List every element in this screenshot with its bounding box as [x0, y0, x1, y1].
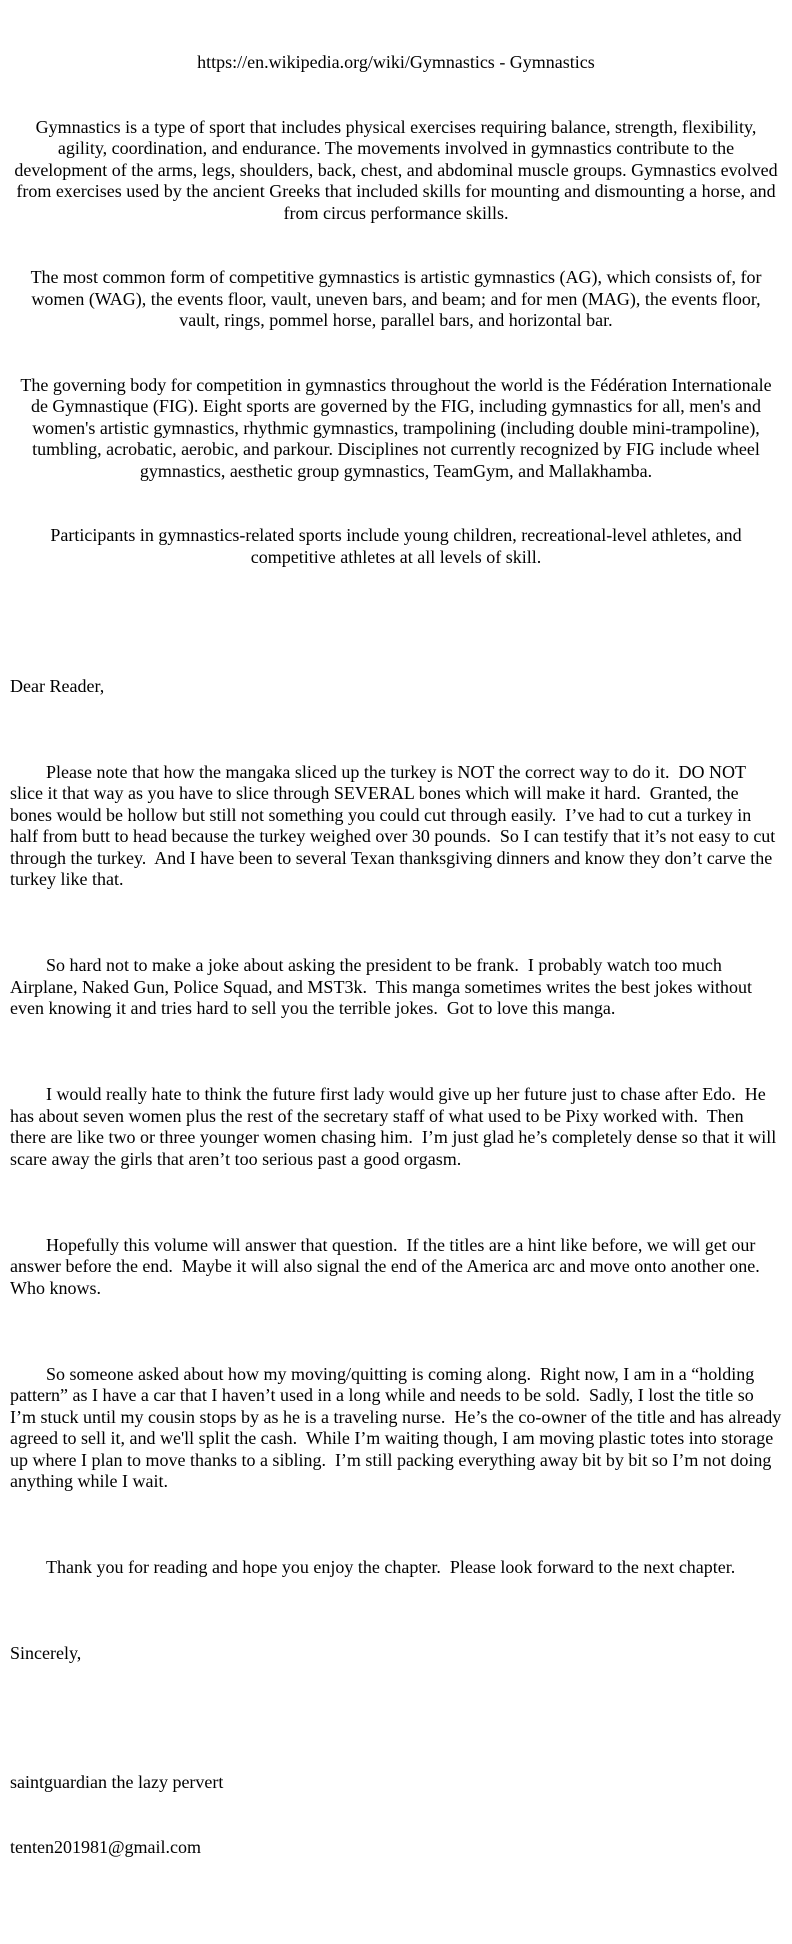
- letter-paragraph-1: Please note that how the mangaka sliced up the turkey is NOT the correct way to do it. DO NOT slice it that way as you have to slice through SEVERAL bones which will make it hard. Granted, the bones would be hollow but still not something you could cut through easily. I’ve had to cut a turkey in half from butt to head because the turkey weighed over 30 pounds. So I can testify that it’s not easy to cut through the turkey. And I have been to several Texan thanksgiving dinners and know they don’t carve the turkey like that.: [10, 761, 780, 889]
- letter-paragraph-3: I would really hate to think the future first lady would give up her future just to chase after Edo. He has about seven women plus the rest of the secretary staff of what used to be Pixy worked with. Then there are like two or three younger women chasing him. I’m just glad he’s completely dense so that it will scare away the girls that aren’t too serious past a good orgasm.: [10, 1084, 781, 1169]
- signature-block: [10, 1729, 782, 1901]
- wiki-excerpt: [10, 9, 782, 611]
- closing: Sincerely,: [10, 1643, 82, 1663]
- letter-paragraph-5: So someone asked about how my moving/quitting is coming along. Right now, I am in a “holding pattern” as I have a car that I haven’t used in a long while and needs to be sold. Sadly, I lost the title so I’m stuck until my cousin stops by as he is a traveling nurse. He’s the co-owner of the title and has already agreed to sell it, and we'll split the cash. While I’m waiting though, I am moving plastic totes into storage up where I plan to move thanks to a sibling. I’m still packing everything away bit by bit so I’m not doing anything while I wait.: [10, 1363, 786, 1491]
- wiki-paragraph-4: Participants in gymnastics-related sports include young children, recreational-level athletes, and competitive athletes at all levels of skill.: [50, 525, 747, 567]
- wiki-paragraph-3: The governing body for competition in gymnastics throughout the world is the Fédération Internationale de Gymnastique (FIG). Eight sports are governed by the FIG, including gymnastics for all, men's and women's artistic gymnastics, rhythmic gymnastics, trampolining (including double mini-trampoline), tumbling, acrobatic, aerobic, and parkour. Disciplines not currently recognized by FIG include wheel gymnastics, aesthetic group gymnastics, TeamGym, and Mallakhamba.: [20, 374, 777, 481]
- letter-paragraph-6: Thank you for reading and hope you enjoy the chapter. Please look forward to the next chapter.: [46, 1557, 736, 1577]
- wiki-url-title: https://en.wikipedia.org/wiki/Gymnastics - Gymnastics: [197, 52, 595, 72]
- wiki-paragraph-2: The most common form of competitive gymnastics is artistic gymnastics (AG), which consists of, for women (WAG), the events floor, vault, uneven bars, and beam; and for men (MAG), the events floor, vault, rings, pommel horse, parallel bars, and horizontal bar.: [30, 267, 766, 330]
- letter-paragraph-4: Hopefully this volume will answer that question. If the titles are a hint like before, we will get our answer before the end. Maybe it will also signal the end of the America arc and move onto another one. Who knows.: [10, 1234, 769, 1298]
- reader-letter: [10, 611, 786, 1944]
- salutation: Dear Reader,: [10, 675, 105, 696]
- signature-email: tenten201981@gmail.com: [10, 1836, 202, 1857]
- letter-paragraph-2: So hard not to make a joke about asking the president to be frank. I probably watch too much Airplane, Naked Gun, Police Squad, and MST3k. This manga sometimes writes the best jokes without even knowing it and tries hard to sell you the terrible jokes. Got to love this manga.: [10, 955, 757, 1018]
- wiki-paragraph-1: Gymnastics is a type of sport that includes physical exercises requiring balance, strength, flexibility, agility, coordination, and endurance. The movements involved in gymnastics contribute to the development of the arms, legs, shoulders, back, chest, and abdominal muscle groups. Gymnastics evolved from exercises used by the ancient Greeks that included skills for mounting and dismounting a horse, and from circus performance skills.: [14, 116, 783, 223]
- signature-name: saintguardian the lazy pervert: [10, 1772, 224, 1792]
